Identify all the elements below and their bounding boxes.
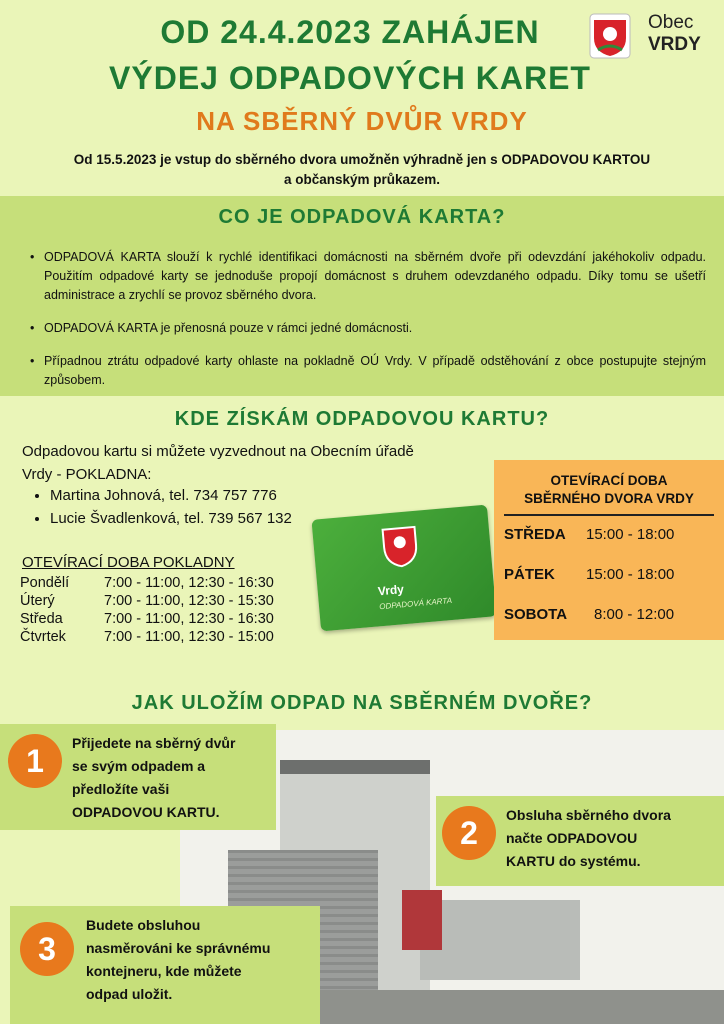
- hours-row: [20, 592, 274, 610]
- step-line: ODPADOVOU KARTU.: [72, 804, 220, 820]
- headline-line1: OD 24.4.2023 ZAHÁJEN: [160, 14, 540, 50]
- yard-title-line2: SBĚRNÉHO DVORA VRDY: [524, 491, 694, 506]
- step-line: předložíte vaši: [72, 781, 170, 797]
- hours-day: Čtvrtek: [20, 629, 66, 645]
- step-number: 3: [20, 922, 74, 976]
- hours-day: Úterý: [20, 593, 55, 609]
- waste-card-image: [311, 505, 496, 632]
- headline-line3: NA SBĚRNÝ DVŮR VRDY: [196, 106, 528, 136]
- bullet-item: • Případnou ztrátu odpadové karty ohlaste na pokladně OÚ Vrdy. V případě odstěhování z obce postupujte stejným způsobem.: [30, 352, 706, 390]
- section3-title: JAK ULOŽÍM ODPAD NA SBĚRNÉM DVOŘE?: [131, 692, 593, 714]
- section2-title: KDE ZÍSKÁM ODPADOVOU KARTU?: [174, 408, 550, 430]
- contact-item: • Martina Johnová, tel. 734 757 776: [50, 484, 292, 507]
- building-roof: [280, 760, 430, 774]
- step-line: KARTU do systému.: [506, 853, 641, 869]
- cashier-hours-title: OTEVÍRACÍ DOBA POKLADNY: [22, 554, 235, 571]
- coat-of-arms-icon: [586, 12, 636, 62]
- yard-time: 8:00 - 12:00: [594, 606, 675, 623]
- step-line: načte ODPADOVOU: [506, 830, 638, 846]
- card-name: Vrdy: [377, 582, 405, 599]
- yard-day: SOBOTA: [504, 606, 568, 623]
- step-number: 1: [8, 734, 62, 788]
- contact-item: • Lucie Švadlenková, tel. 739 567 132: [50, 507, 292, 530]
- yard-day: STŘEDA: [504, 526, 566, 543]
- contact-list: [22, 484, 292, 530]
- section2-intro: [22, 440, 502, 486]
- step-2-text: [506, 804, 671, 873]
- hours-day: Pondělí: [20, 575, 70, 591]
- section1-title: CO JE ODPADOVÁ KARTA?: [218, 206, 506, 228]
- intro-line1: Odpadovou kartu si můžete vyzvednout na Obecním úřadě: [22, 443, 414, 460]
- hours-row: [20, 574, 274, 592]
- container-red: [402, 890, 442, 950]
- yard-day: PÁTEK: [504, 566, 555, 583]
- step-3-text: [86, 914, 270, 1006]
- hours-row: [20, 628, 274, 646]
- notice-line1: Od 15.5.2023 je vstup do sběrného dvora umožněn výhradně jen s ODPADOVOU KARTOU: [73, 152, 651, 167]
- hours-time: 7:00 - 11:00, 12:30 - 16:30: [104, 575, 274, 591]
- step-line: kontejneru, kde můžete: [86, 963, 242, 979]
- step-1-text: [72, 732, 235, 824]
- hours-time: 7:00 - 11:00, 12:30 - 15:30: [104, 593, 274, 609]
- notice: [20, 150, 704, 190]
- step-1-box: [0, 724, 276, 830]
- logo-line2: VRDY: [648, 34, 701, 55]
- cashier-hours-table: [20, 574, 274, 646]
- yard-title-line1: OTEVÍRACÍ DOBA: [550, 473, 668, 488]
- hours-day: Středa: [20, 611, 63, 627]
- notice-line2: a občanským průkazem.: [283, 172, 441, 187]
- card-coat-of-arms-icon: [378, 523, 422, 570]
- section-what-is-card: [0, 196, 724, 396]
- step-line: Budete obsluhou: [86, 917, 201, 933]
- yard-row: [504, 526, 714, 543]
- step-line: Přijedete na sběrný dvůr: [72, 735, 236, 751]
- container: [420, 900, 580, 980]
- yard-row: [504, 606, 714, 623]
- yard-time: 15:00 - 18:00: [586, 566, 675, 583]
- yard-time: 15:00 - 18:00: [586, 526, 675, 543]
- hours-time: 7:00 - 11:00, 12:30 - 15:00: [104, 629, 274, 645]
- section1-bullets: [30, 248, 706, 404]
- intro-line2: Vrdy - POKLADNA:: [22, 466, 152, 483]
- yard-row: [504, 566, 714, 583]
- step-line: odpad uložit.: [86, 986, 173, 1002]
- step-line: Obsluha sběrného dvora: [506, 807, 671, 823]
- yard-hours-box: [494, 460, 724, 640]
- hours-row: [20, 610, 274, 628]
- hours-time: 7:00 - 11:00, 12:30 - 16:30: [104, 611, 274, 627]
- divider: [504, 514, 714, 516]
- yard-hours-title: [494, 472, 724, 508]
- headline-line2: VÝDEJ ODPADOVÝCH KARET: [109, 60, 591, 96]
- step-line: se svým odpadem a: [72, 758, 206, 774]
- bullet-item: • ODPADOVÁ KARTA je přenosná pouze v rámci jedné domácnosti.: [30, 319, 706, 338]
- bullet-item: • ODPADOVÁ KARTA slouží k rychlé identifikaci domácnosti na sběrném dvoře při odevzdání jakéhokoliv odpadu. Použitím odpadové karty se jednoduše propojí domácnost s druhem odevzdaného odpadu. Díky tomu se ušetří administrace a zrychlí se provoz sběrného dvora.: [30, 248, 706, 305]
- card-subtitle: ODPADOVÁ KARTA: [378, 595, 453, 612]
- step-2-box: [436, 796, 724, 886]
- step-number: 2: [442, 806, 496, 860]
- step-line: nasměrováni ke správnému: [86, 940, 271, 956]
- step-3-box: [10, 906, 320, 1024]
- logo-line1: Obec: [648, 12, 694, 33]
- municipality-logo: [586, 12, 706, 64]
